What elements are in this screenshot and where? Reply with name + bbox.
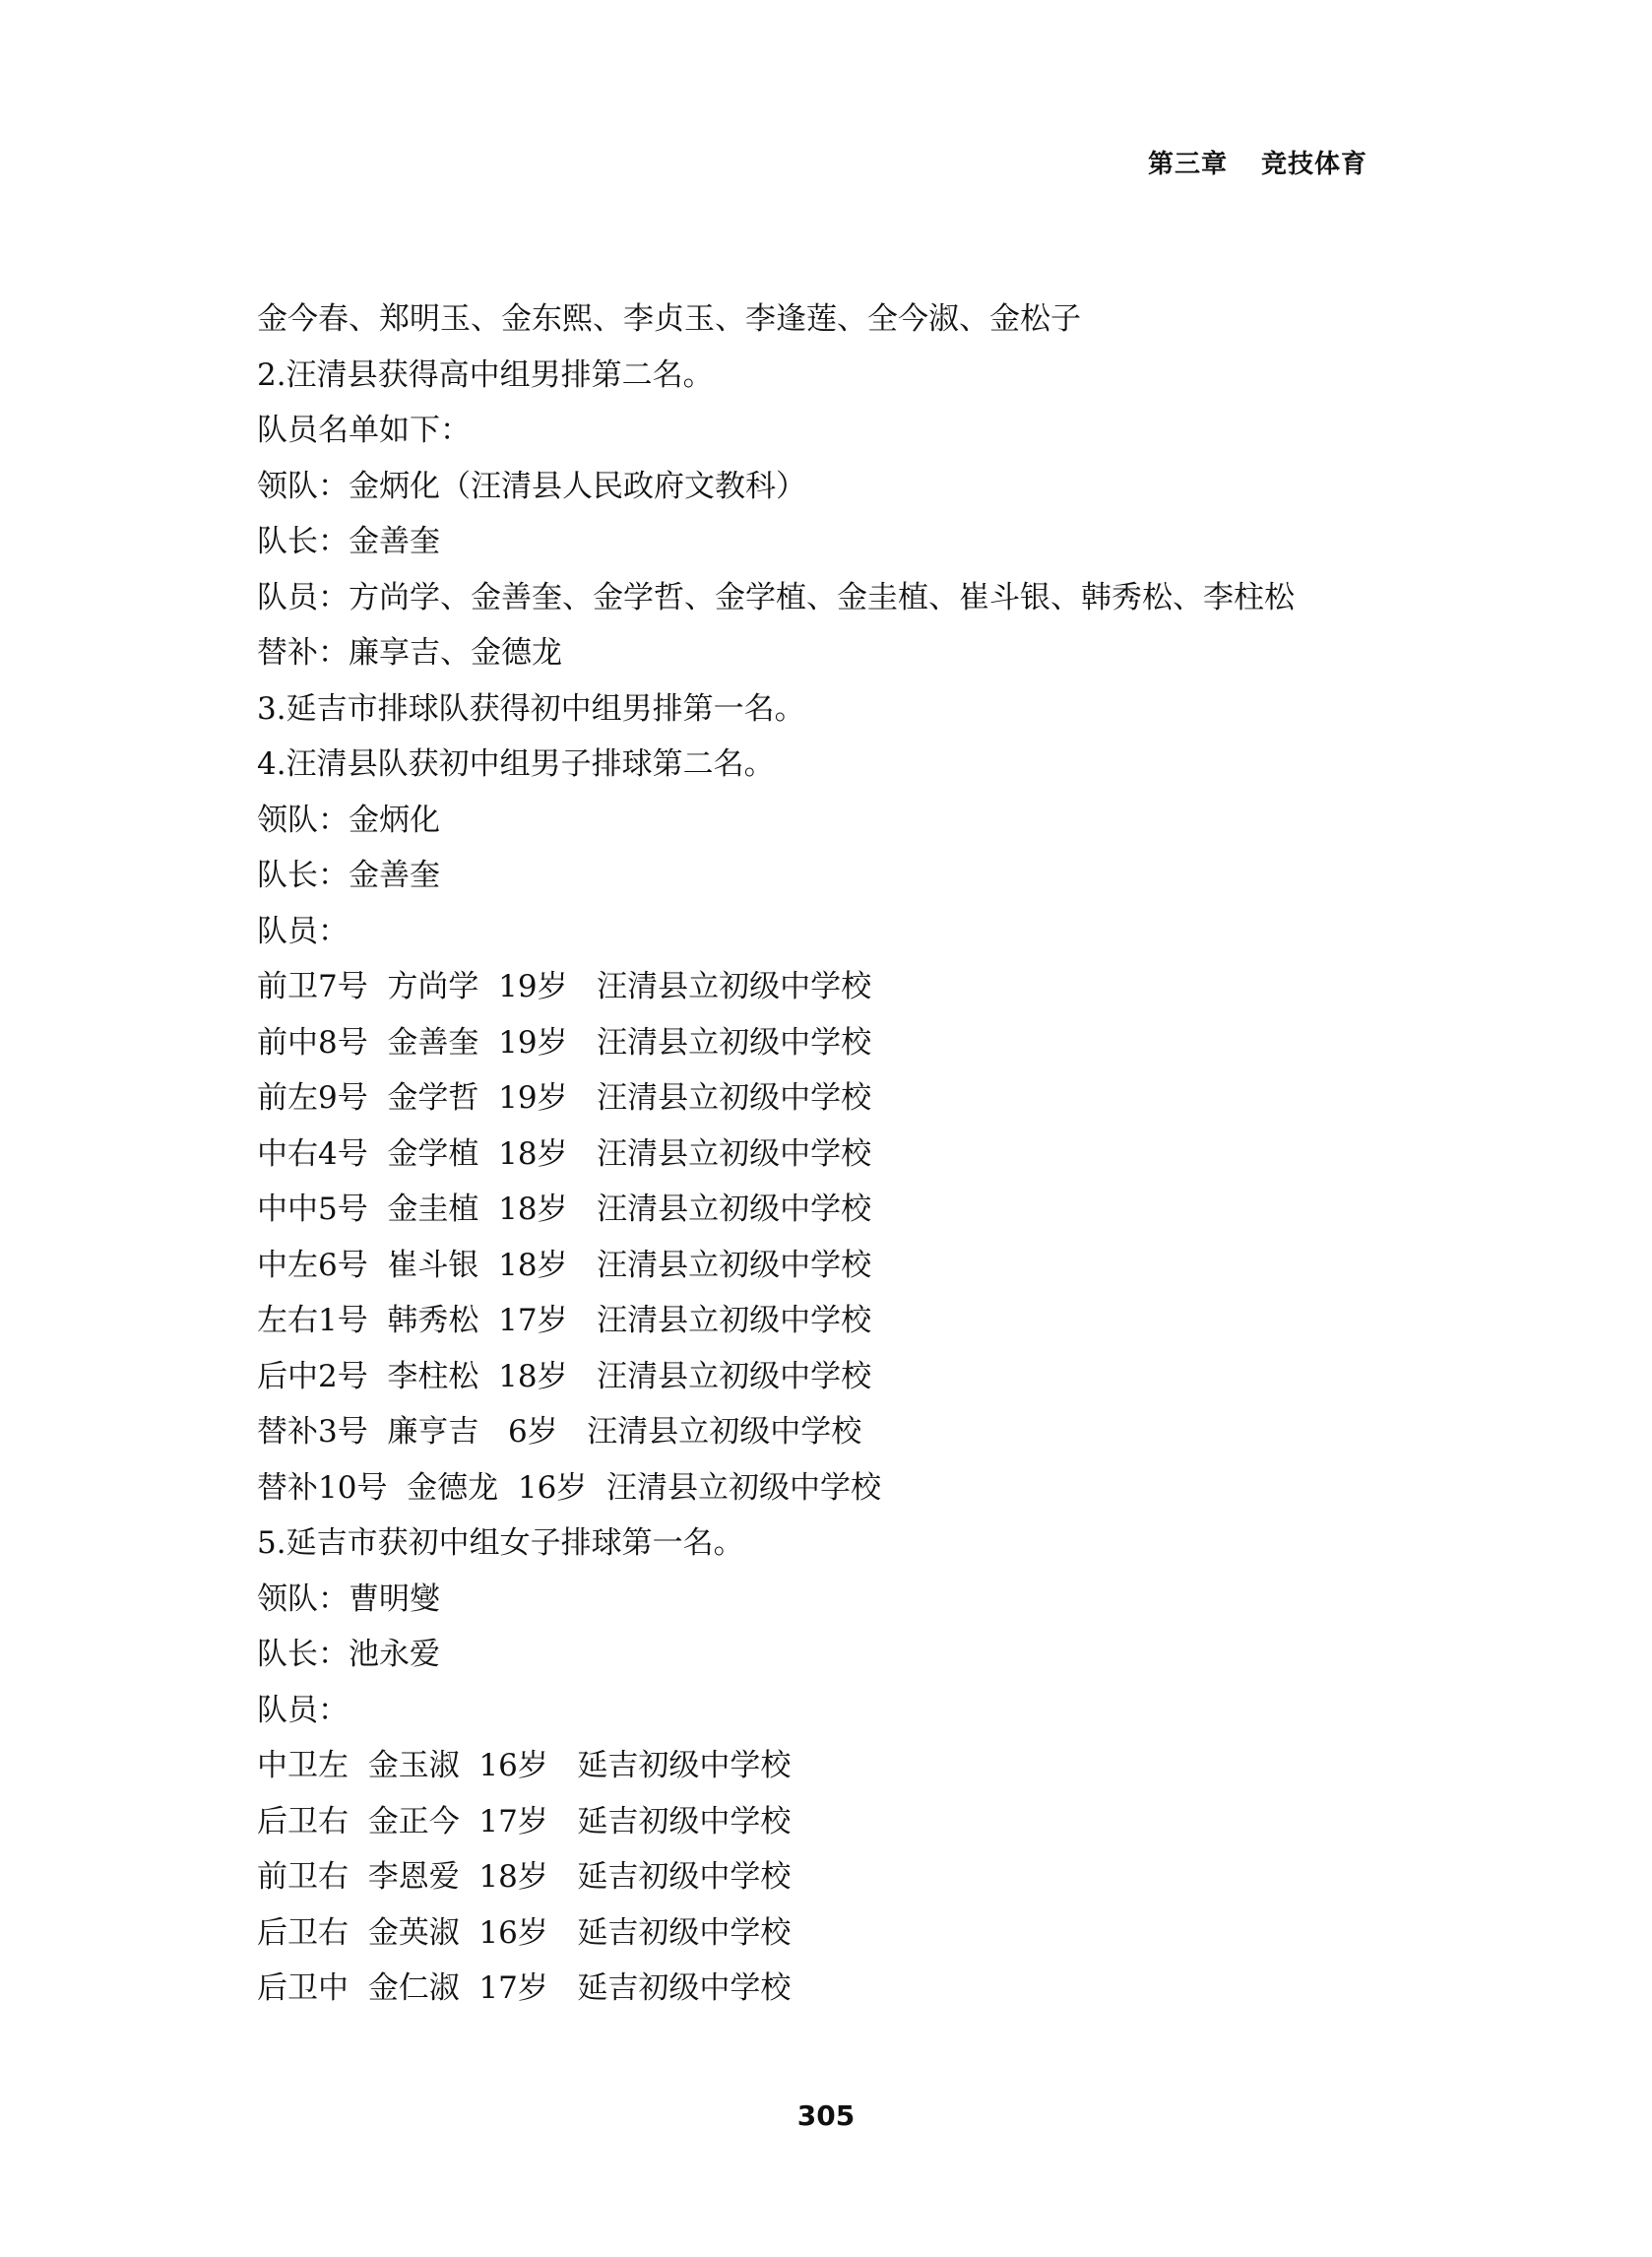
roster-row: 中左6号 崔斗银 18岁 汪清县立初级中学校 [257, 1247, 872, 1283]
text-line: 替补：廉享吉、金德龙 [257, 635, 562, 671]
roster-row: 前卫右 李恩爱 18岁 延吉初级中学校 [257, 1859, 792, 1895]
text-line: 2.汪清县获得高中组男排第二名。 [257, 356, 714, 393]
roster-row: 替补10号 金德龙 16岁 汪清县立初级中学校 [257, 1469, 882, 1506]
roster-row: 前卫7号 方尚学 19岁 汪清县立初级中学校 [257, 969, 872, 1004]
text-line: 4.汪清县队获初中组男子排球第二名。 [257, 746, 775, 782]
text-line: 5.延吉市获初中组女子排球第一名。 [257, 1525, 744, 1561]
text-line: 队长：金善奎 [257, 858, 440, 893]
text-line: 队长：池永爱 [257, 1637, 440, 1672]
roster-row: 后卫右 金英淑 16岁 延吉初级中学校 [257, 1914, 792, 1951]
roster-row: 后卫右 金正今 17岁 延吉初级中学校 [257, 1803, 792, 1839]
roster-row: 后卫中 金仁淑 17岁 延吉初级中学校 [257, 1970, 792, 2006]
roster-row: 前中8号 金善奎 19岁 汪清县立初级中学校 [257, 1024, 872, 1061]
roster-row: 左右1号 韩秀松 17岁 汪清县立初级中学校 [257, 1303, 872, 1338]
text-line: 3.延吉市排球队获得初中组男排第一名。 [257, 690, 805, 727]
text-line: 队员名单如下： [257, 413, 471, 448]
roster-row: 中中5号 金圭植 18岁 汪清县立初级中学校 [257, 1192, 872, 1227]
roster-row: 替补3号 廉亨吉 6岁 汪清县立初级中学校 [257, 1414, 862, 1450]
text-line: 队员：方尚学、金善奎、金学哲、金学植、金圭植、崔斗银、韩秀松、李柱松 [257, 579, 1295, 615]
chapter-title: 竞技体育 [1260, 150, 1367, 179]
roster-row: 后中2号 李柱松 18岁 汪清县立初级中学校 [257, 1358, 872, 1394]
text-line: 领队：曹明燮 [257, 1580, 440, 1617]
page-body [257, 291, 1389, 2017]
text-line: 领队：金炳化（汪清县人民政府文教科） [257, 468, 806, 504]
chapter-label: 第三章 [1147, 150, 1228, 179]
text-line: 领队：金炳化 [257, 802, 440, 838]
running-header [1148, 144, 1367, 180]
text-line: 队长：金善奎 [257, 524, 440, 559]
roster-row: 中右4号 金学植 18岁 汪清县立初级中学校 [257, 1135, 872, 1172]
roster-row: 中卫左 金玉淑 16岁 延吉初级中学校 [257, 1748, 792, 1783]
text-line: 队员： [257, 913, 349, 949]
text-line: 队员： [257, 1692, 349, 1728]
page-number: 305 [796, 2099, 856, 2132]
text-line: 金今春、郑明玉、金东熙、李贞玉、李逢莲、全今淑、金松子 [257, 301, 1081, 337]
roster-row: 前左9号 金学哲 19岁 汪清县立初级中学校 [257, 1080, 872, 1116]
